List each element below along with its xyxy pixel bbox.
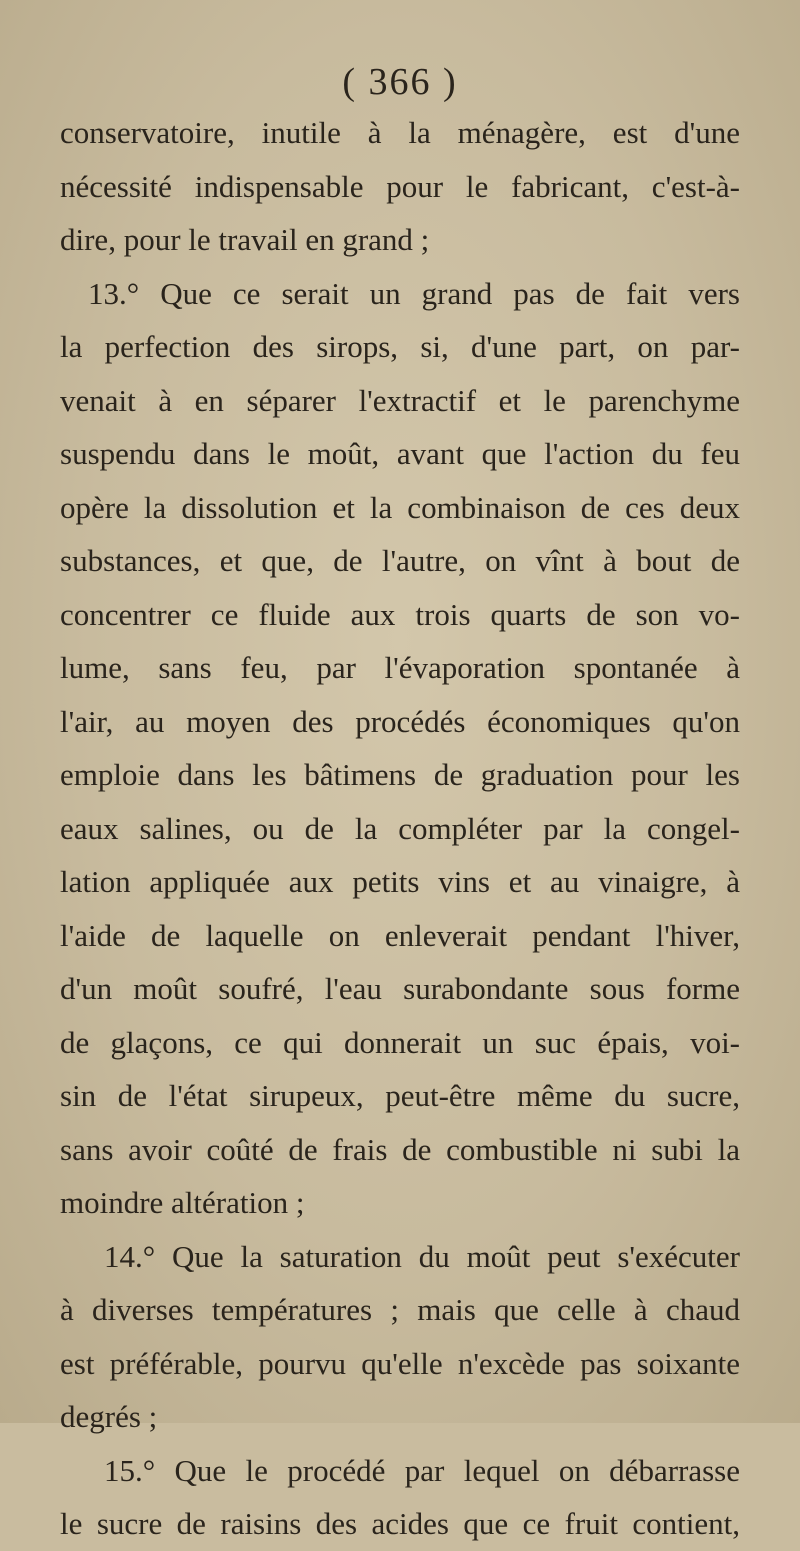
text-line: opère la dissolution et la combinaison de ces deux [60,489,740,525]
text-line: l'aide de laquelle on enleverait pendant l'hiver, [60,917,740,953]
text-line: 13.° Que ce serait un grand pas de fait vers [88,275,740,311]
text-line: emploie dans les bâtimens de graduation pour les [60,757,740,792]
page-number: ( 366 ) [342,61,458,103]
text-line: sin de l'état sirupeux, peut-être même du sucre, [60,1078,740,1113]
text-line: dire, pour le travail en grand ; [60,222,430,257]
text-line: sans avoir coûté de frais de combustible ni subi la [60,1131,740,1167]
text-line: lume, sans feu, par l'évaporation spontanée à [60,650,740,685]
text-line: lation appliquée aux petits vins et au vinaigre, à [60,864,740,899]
text-line: concentrer ce fluide aux trois quarts de son vo- [60,596,740,632]
text-line: le sucre de raisins des acides que ce fruit contient, [60,1506,740,1541]
text-line: de glaçons, ce qui donnerait un suc épais, voi- [60,1024,740,1060]
text-line: suspendu dans le moût, avant que l'action du feu [60,436,740,471]
text-line: à diverses températures ; mais que celle à chaud [60,1292,740,1327]
text-line: 15.° Que le procédé par lequel on débarrasse [104,1452,740,1488]
text-line: nécessité indispensable pour le fabricant, c'est-à- [60,168,740,204]
text-line: d'un moût soufré, l'eau surabondante sous forme [60,971,740,1006]
text-line: l'air, au moyen des procédés économiques qu'on [60,703,740,739]
text-line: 14.° Que la saturation du moût peut s'exécuter [104,1238,740,1274]
text-line: eaux salines, ou de la compléter par la congel- [60,810,740,846]
text-line: conservatoire, inutile à la ménagère, est d'une [60,115,740,150]
text-line: venait à en séparer l'extractif et le parenchyme [60,382,740,418]
text-line: degrés ; [60,1399,158,1434]
text-line: est préférable, pourvu qu'elle n'excède pas soixante [60,1345,740,1381]
text-line: substances, et que, de l'autre, on vînt à bout de [60,543,740,578]
text-line: moindre altération ; [60,1185,305,1220]
text-line: la perfection des sirops, si, d'une part, on par- [60,329,740,364]
body-text [60,106,740,1551]
